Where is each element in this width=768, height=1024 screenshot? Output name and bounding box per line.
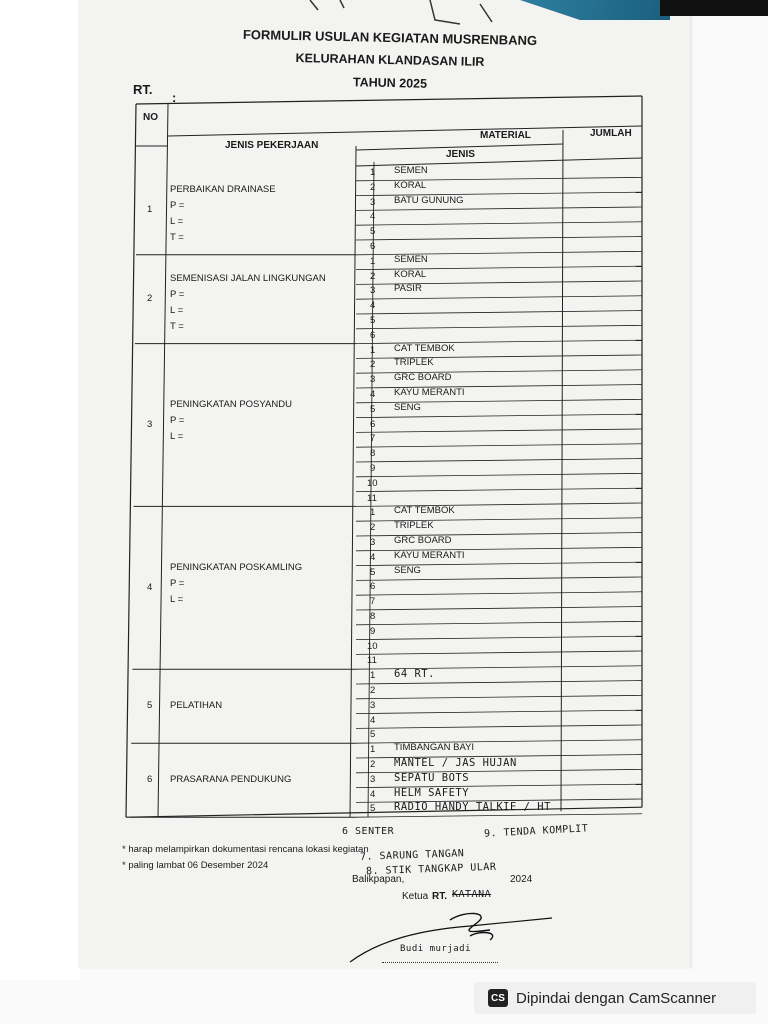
material-row-item: 64 RT. bbox=[394, 668, 435, 681]
material-row-item: SEMEN bbox=[394, 165, 428, 176]
material-row-item: TRIPLEK bbox=[394, 520, 434, 532]
row-number: 1 bbox=[147, 204, 153, 216]
material-row-number: 3 bbox=[370, 196, 376, 208]
material-row-number: 3 bbox=[370, 699, 376, 711]
material-row-number: 1 bbox=[370, 744, 376, 756]
material-row-number: 5 bbox=[370, 315, 376, 326]
material-row-number: 3 bbox=[370, 374, 376, 386]
row-number: 5 bbox=[147, 700, 153, 712]
rt-colon: : bbox=[172, 90, 177, 105]
material-row-number: 9 bbox=[370, 625, 376, 637]
material-row-number: 4 bbox=[370, 714, 376, 726]
material-row-number: 1 bbox=[370, 507, 376, 519]
material-row-number: 6 bbox=[370, 581, 376, 593]
signature-line bbox=[382, 962, 498, 963]
material-row-number: 2 bbox=[370, 181, 376, 193]
header-no: NO bbox=[143, 112, 158, 123]
work-type-title: PRASARANA PENDUKUNG bbox=[170, 774, 292, 786]
material-row-number: 11 bbox=[367, 492, 377, 504]
material-row-item: KORAL bbox=[394, 268, 427, 280]
row-number: 2 bbox=[147, 293, 153, 305]
material-row-item: CAT TEMBOK bbox=[394, 505, 455, 517]
handwritten-item-7: 7. SARUNG TANGAN bbox=[359, 848, 465, 863]
material-row-number: 3 bbox=[370, 537, 376, 548]
footer-ketua-name: KATANA bbox=[452, 889, 492, 900]
material-row-number: 2 bbox=[370, 685, 376, 696]
form-subtitle: KELURAHAN KLANDASAN ILIR bbox=[295, 51, 485, 69]
dimension-field: P = bbox=[170, 415, 185, 426]
material-row-item: GRC BOARD bbox=[394, 535, 452, 546]
handwritten-item-8: 8. STIK TANGKAP ULAR bbox=[365, 861, 497, 878]
signature bbox=[340, 900, 570, 970]
material-row-number: 6 bbox=[370, 418, 376, 430]
handwritten-item-6: 6 SENTER bbox=[342, 826, 395, 837]
row-number: 3 bbox=[147, 419, 153, 430]
dimension-field: T = bbox=[170, 321, 184, 333]
material-row-number: 1 bbox=[370, 670, 376, 682]
material-row-number: 5 bbox=[370, 566, 376, 578]
dimension-field: L = bbox=[170, 216, 184, 228]
material-row-number: 8 bbox=[370, 448, 376, 460]
material-row-number: 10 bbox=[367, 640, 378, 652]
material-row-number: 5 bbox=[370, 403, 376, 415]
material-row-item: SEPATU BOTS bbox=[394, 771, 470, 784]
material-row-number: 5 bbox=[370, 729, 376, 741]
dimension-field: L = bbox=[170, 431, 184, 442]
dimension-field: P = bbox=[170, 200, 185, 212]
form-year: TAHUN 2025 bbox=[352, 75, 428, 91]
material-row-item: HELM SAFETY bbox=[394, 786, 470, 799]
material-row-number: 4 bbox=[370, 389, 376, 400]
footer-ketua: Ketua bbox=[402, 891, 429, 902]
material-row-number: 3 bbox=[370, 773, 376, 785]
camscanner-badge bbox=[474, 982, 756, 1014]
header-material: MATERIAL bbox=[480, 130, 531, 141]
material-row-number: 3 bbox=[370, 285, 376, 297]
rt-label: RT. bbox=[133, 82, 153, 97]
row-number: 4 bbox=[147, 581, 153, 593]
material-row-number: 1 bbox=[370, 255, 376, 267]
header-jenis-pekerjaan: JENIS PEKERJAAN bbox=[225, 140, 319, 151]
material-row-item: KORAL bbox=[394, 179, 427, 191]
work-type-title: SEMENISASI JALAN LINGKUNGAN bbox=[170, 273, 326, 285]
dimension-field: L = bbox=[170, 593, 184, 605]
material-row-number: 5 bbox=[370, 803, 376, 815]
material-row-item: GRC BOARD bbox=[394, 372, 452, 384]
camscanner-text: Dipindai dengan CamScanner bbox=[516, 989, 717, 1007]
material-row-number: 1 bbox=[370, 167, 376, 178]
work-type-title: PELATIHAN bbox=[170, 700, 223, 712]
work-type-title: PENINGKATAN POSKAMLING bbox=[170, 561, 303, 573]
material-row-number: 4 bbox=[370, 211, 376, 223]
note-documentation: * harap melampirkan dokumentasi rencana lokasi kegiatan bbox=[122, 844, 369, 855]
footer-year: 2024 bbox=[510, 874, 533, 885]
handwritten-item-9: 9. TENDA KOMPLIT bbox=[483, 823, 589, 840]
material-row-item: PASIR bbox=[394, 283, 422, 295]
material-row-number: 4 bbox=[370, 551, 376, 563]
material-row-number: 4 bbox=[370, 788, 376, 800]
material-row-number: 8 bbox=[370, 611, 376, 622]
material-row-item: MANTEL / JAS HUJAN bbox=[394, 757, 517, 769]
material-row-item: SENG bbox=[394, 564, 421, 576]
material-row-number: 5 bbox=[370, 226, 376, 238]
material-row-number: 10 bbox=[367, 477, 378, 489]
dimension-field: T = bbox=[170, 232, 184, 244]
work-type-title: PERBAIKAN DRAINASE bbox=[170, 184, 276, 196]
note-deadline: * paling lambat 06 Desember 2024 bbox=[122, 860, 269, 871]
material-row-item: KAYU MERANTI bbox=[394, 549, 465, 561]
header-jenis: JENIS bbox=[446, 149, 475, 160]
material-row-number: 9 bbox=[370, 463, 376, 474]
signer-name: Budi murjadi bbox=[400, 944, 472, 954]
material-row-item: KAYU MERANTI bbox=[394, 387, 465, 398]
row-number: 6 bbox=[147, 774, 153, 786]
footer-place: Balikpapan, bbox=[352, 874, 405, 885]
material-row-item: SEMEN bbox=[394, 253, 428, 265]
material-row-number: 2 bbox=[370, 359, 376, 371]
material-row-number: 2 bbox=[370, 759, 376, 770]
camscanner-icon: CS bbox=[488, 989, 508, 1007]
material-row-item: RADIO HANDY TALKIE / HT bbox=[394, 801, 551, 814]
material-row-number: 7 bbox=[370, 596, 376, 608]
header-jumlah: JUMLAH bbox=[590, 128, 632, 139]
material-row-number: 2 bbox=[370, 270, 376, 282]
material-row-number: 7 bbox=[370, 433, 376, 445]
dimension-field: P = bbox=[170, 289, 185, 301]
material-row-item: CAT TEMBOK bbox=[394, 342, 455, 354]
material-row-number: 1 bbox=[370, 344, 376, 356]
dimension-field: P = bbox=[170, 577, 185, 589]
material-row-item: TIMBANGAN BAYI bbox=[394, 742, 475, 754]
material-row-number: 6 bbox=[370, 329, 376, 341]
material-row-item: TRIPLEK bbox=[394, 357, 434, 369]
material-row-number: 6 bbox=[370, 241, 376, 252]
footer-ketua-rt: RT. bbox=[432, 891, 447, 902]
form-title: FORMULIR USULAN KEGIATAN MUSRENBANG bbox=[242, 26, 538, 49]
material-row-item: BATU GUNUNG bbox=[394, 194, 464, 206]
work-type-title: PENINGKATAN POSYANDU bbox=[170, 399, 292, 410]
material-row-number: 11 bbox=[367, 655, 377, 667]
material-row-item: SENG bbox=[394, 401, 421, 413]
material-row-number: 4 bbox=[370, 300, 376, 312]
dimension-field: L = bbox=[170, 305, 184, 317]
material-row-number: 2 bbox=[370, 522, 376, 534]
